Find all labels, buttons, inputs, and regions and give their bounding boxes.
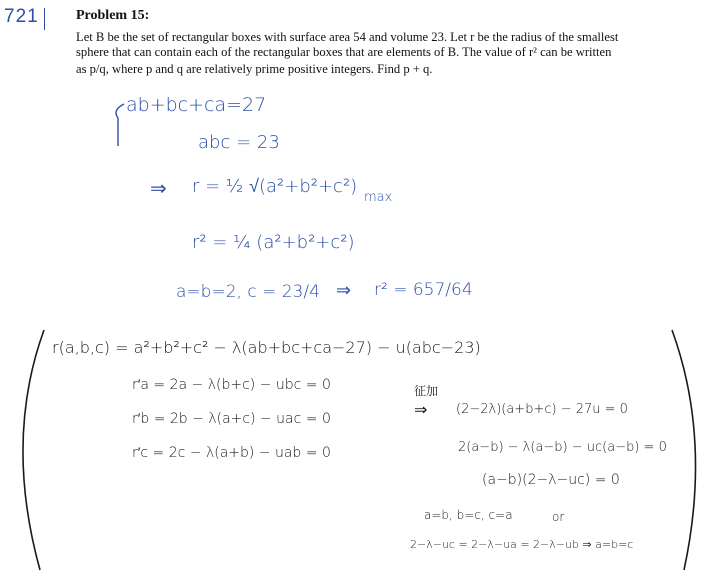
equation-surface-area: ab+bc+ca=27 [126, 94, 267, 116]
partial-derivative-b: r′b = 2b − λ(a+c) − uac = 0 [132, 411, 331, 427]
implies-arrow-3: ⇒ [414, 400, 428, 419]
difference-equation: 2(a−b) − λ(a−b) − uc(a−b) = 0 [458, 440, 667, 455]
equation-radius: r = ½ √(a²+b²+c²) [192, 176, 358, 197]
note-add: 征加 [414, 384, 439, 398]
problem-title: Problem 15: [76, 8, 150, 23]
equation-radius-squared: r² = ¼ (a²+b²+c²) [192, 232, 355, 253]
lagrangian-equation: r(a,b,c) = a²+b²+c² − λ(ab+bc+ca−27) − u(abc−23) [52, 338, 481, 357]
equation-result: r² = 657/64 [374, 280, 473, 300]
max-note: max [364, 190, 393, 205]
problem-number: 721 [4, 6, 39, 27]
final-equation: 2−λ−uc = 2−λ−ua = 2−λ−ub ⇒ a=b=c [410, 538, 634, 551]
partial-derivative-a: r′a = 2a − λ(b+c) − ubc = 0 [132, 377, 331, 393]
equation-volume: abc = 23 [198, 132, 280, 153]
sum-equation: (2−2λ)(a+b+c) − 27u = 0 [456, 402, 628, 417]
equation-values: a=b=2, c = 23/4 [176, 282, 320, 302]
implies-arrow-2: ⇒ [336, 280, 352, 301]
case-equal-pairs: a=b, b=c, c=a [424, 508, 513, 522]
right-paren [672, 330, 696, 570]
case-or: or [552, 510, 565, 524]
system-brace [116, 104, 124, 146]
problem-text-line-2: sphere that can contain each of the rectangular boxes that are elements of B. The value of r² can be written [76, 45, 612, 59]
problem-text-line-1: Let B be the set of rectangular boxes with surface area 54 and volume 23. Let r be the radius of the smallest [76, 30, 619, 44]
problem-text-line-3: as p/q, where p and q are relatively prime positive integers. Find p + q. [76, 62, 433, 76]
partial-derivative-c: r′c = 2c − λ(a+b) − uab = 0 [132, 445, 331, 461]
implies-arrow-1: ⇒ [150, 176, 167, 200]
left-paren [23, 330, 44, 570]
factored-equation: (a−b)(2−λ−uc) = 0 [482, 472, 620, 488]
